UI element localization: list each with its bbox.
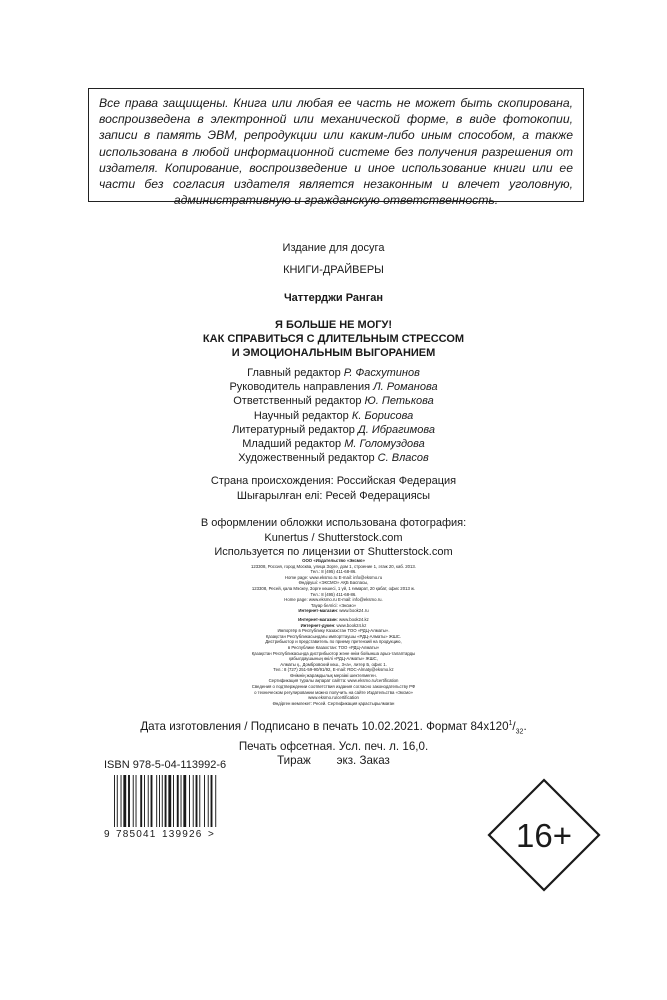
imprint-line: Өнімнің жарамдылық мерзімі шектелмеген.: [290, 672, 377, 678]
isbn-number: ISBN 978-5-04-113992-6: [104, 759, 227, 771]
series-name: КНИГИ-ДРАЙВЕРЫ: [283, 264, 384, 276]
barcode-bar: [114, 775, 115, 827]
barcode-quiet-mark: >: [208, 829, 214, 839]
imprint-line: Сведения о подтверждении соответствия издания согласно законодательству РФ: [251, 684, 416, 690]
internet-shop-kz: Интернет-магазин: www.book24.kz: [298, 616, 369, 622]
barcode-right-group: 139926: [162, 829, 203, 839]
barcode-left-group: 785041: [116, 829, 157, 839]
barcode-bar: [162, 775, 163, 827]
origin-ru: Страна происхождения: Российская Федерация: [210, 475, 457, 487]
barcode-bar: [148, 775, 149, 827]
copyright-notice: Все права защищены. Книга или любая ее часть не может быть скопирована, воспроизведена в электронной или механической форме, в виде фотокопии, записи в память ЭВМ, репродукции или каким-либо иным способом, а также использована в любой информационной системе без получения разрешения от издателя. Копирование, воспроизведение и иное использование книги или ее части без согласия издателя является незаконным и влечет уголовную, административную и гражданскую ответственность.: [99, 96, 573, 208]
barcode-first-digit: 9: [104, 829, 110, 839]
imprint-line: Дистрибьютор и представитель по приему претензий на продукцию,: [265, 639, 402, 645]
barcode-bar: [168, 775, 171, 827]
barcode-bar: [211, 775, 213, 827]
credit-line: [0, 366, 667, 380]
photo-credit-line-2: Kunertus / Shutterstock.com: [264, 531, 403, 544]
imprint-line: Қазақстан Республикасында дистрибьютор және өнім бойынша арыз-талаптарды: [251, 650, 416, 656]
imprint-line: www.eksmo.ru/certification: [308, 695, 359, 701]
cover-photo-credit: [0, 516, 667, 560]
imprint-line: Алматы қ., Домбровский көш., 3«а», литер Б, офис 1.: [280, 661, 387, 667]
imprint-line: в Республике Казахстан: ТОО «РДЦ-Алматы»: [287, 644, 380, 650]
barcode-bar: [159, 775, 160, 827]
barcode-bar: [156, 775, 157, 827]
barcode-bar: [136, 775, 137, 827]
credit-role: Литературный редактор: [232, 423, 355, 436]
barcode-bar: [181, 775, 182, 827]
publisher-imprint: [0, 558, 667, 706]
credit-role: Художественный редактор: [238, 452, 375, 465]
age-rating-text: 16+: [516, 817, 572, 854]
credit-line: [0, 394, 667, 408]
credit-role: Руководитель направления: [229, 381, 371, 394]
barcode-bar: [151, 775, 153, 827]
barcode-icon: [102, 773, 217, 839]
barcode-bar: [133, 775, 134, 827]
barcode-bar: [173, 775, 174, 827]
barcode-bar: [204, 775, 205, 827]
barcode-bar: [165, 775, 167, 827]
imprint-line: Тел.: 8 (495) 411-68-86.: [310, 569, 357, 575]
imprint-line: 123308, Ресей, қала Мәскеу, Зорге көшесі, 1 үй, 1 ғимарат, 20 қабат, офис 2013 ж.: [251, 585, 416, 591]
print-run: Тираж экз. Заказ: [277, 754, 390, 768]
print-date-format: Дата изготовления / Подписано в печать 10.02.2021. Формат $84x120^1/_{32}$.: [140, 719, 527, 736]
credit-person: Р. Фасхутинов: [343, 367, 420, 379]
origin-kz: Шығарылған елі: Ресей Федерациясы: [236, 489, 431, 502]
imprint-line: Өндіруші: «ЭКСМО» АҚБ Баспасы,: [298, 580, 369, 586]
publisher-name: ООО «Издательство «Эксмо»: [302, 558, 365, 563]
internet-shop-kk: Интернет-дүкен: www.book24.kz: [300, 622, 367, 628]
imprint-line: о техническом регулировании можно получить на сайте Издательства «Эксмо»: [254, 689, 413, 695]
photo-credit-line-1: В оформлении обложки использована фотография:: [200, 517, 467, 529]
credit-role: Главный редактор: [247, 367, 341, 379]
credit-person: Ю. Петькова: [364, 395, 434, 408]
edition-type: Издание для досуга: [282, 242, 385, 254]
format-fraction: $^1/_{32}$: [508, 719, 524, 736]
print-info: [0, 717, 667, 769]
barcode-bar: [121, 775, 122, 827]
copyright-notice-box: [88, 88, 584, 208]
barcode-bar: [128, 775, 130, 827]
title-line-2: КАК СПРАВИТЬСЯ С ДЛИТЕЛЬНЫМ СТРЕССОМ: [202, 333, 465, 345]
credit-line: [0, 451, 667, 465]
book-title: [0, 318, 667, 360]
credits-list: [0, 366, 667, 465]
imprint-line: Сертификация туралы ақпарат сайтта: www.eksmo.ru/certification: [268, 678, 399, 684]
credit-line: [0, 409, 667, 423]
credit-role: Ответственный редактор: [233, 395, 362, 408]
imprint-line: Импортёр в Республику Казахстан ТОО «РДЦ-Алматы».: [277, 628, 390, 634]
print-type: Печать офсетная. Усл. печ. л. 16,0.: [238, 739, 429, 753]
age-rating-badge: [486, 777, 602, 893]
credit-person: Л. Романова: [373, 381, 438, 394]
author-name: Чаттерджи Ранган: [283, 292, 384, 304]
imprint-line: Тел.: 8 (495) 411-68-86.: [310, 591, 357, 597]
barcode-bar: [193, 775, 194, 827]
credit-person: С. Власов: [377, 452, 429, 465]
barcode-bar: [177, 775, 179, 827]
credit-role: Научный редактор: [253, 409, 349, 422]
credit-line: [0, 423, 667, 437]
imprint-line: қабылдаушының өкілі «РДЦ-Алматы» ЖШС,: [289, 656, 378, 662]
imprint-line: Home page: www.eksmo.ru E-mail: info@eksmo.ru: [284, 574, 383, 580]
country-of-origin: [0, 474, 667, 503]
imprint-line: Home page: www.eksmo.ru E-mail: info@eksmo.ru.: [284, 597, 383, 603]
title-line-1: Я БОЛЬШЕ НЕ МОГУ!: [274, 319, 393, 331]
internet-shop-ru: Интернет-магазин: www.book24.ru: [298, 608, 369, 614]
imprint-line: Тел.: 8 (727) 251-59-90/91/92, E-mail: RDC-Almaty@eksmo.kz: [273, 667, 394, 673]
barcode-bar: [123, 775, 126, 827]
imprint-line: Өндірген мемлекет: Ресей. Сертификация қарастырылмаған: [272, 700, 395, 706]
credit-person: Д. Ибрагимова: [357, 423, 435, 436]
photo-credit-line-3: Используется по лицензии от Shutterstock.com: [214, 546, 453, 558]
barcode-bar: [183, 775, 186, 827]
title-line-3: И ЭМОЦИОНАЛЬНЫМ ВЫГОРАНИЕМ: [231, 347, 436, 359]
barcode-bar: [196, 775, 198, 827]
barcode-bar: [117, 775, 118, 827]
barcode-bars: [114, 775, 217, 827]
barcode-bar: [215, 775, 216, 827]
imprint-line: 123308, Россия, город Москва, улица Зорге, дом 1, строение 1, этаж 20, каб. 2013.: [251, 563, 416, 569]
credit-person: М. Голомуздова: [344, 438, 425, 451]
barcode-bar: [199, 775, 200, 827]
barcode-bar: [189, 775, 190, 827]
credit-role: Младший редактор: [242, 438, 342, 451]
credit-line: [0, 380, 667, 394]
credit-line: [0, 437, 667, 451]
barcode-bar: [208, 775, 209, 827]
barcode-bar: [140, 775, 142, 827]
imprint-line: Қазақстан Республикасындағы импорттаушы «РДЦ-Алматы» ЖШС.: [265, 633, 402, 639]
barcode-bar: [144, 775, 145, 827]
imprint-line: Тауар белгісі: «Эксмо»: [310, 602, 357, 608]
credit-person: К. Борисова: [351, 409, 414, 422]
